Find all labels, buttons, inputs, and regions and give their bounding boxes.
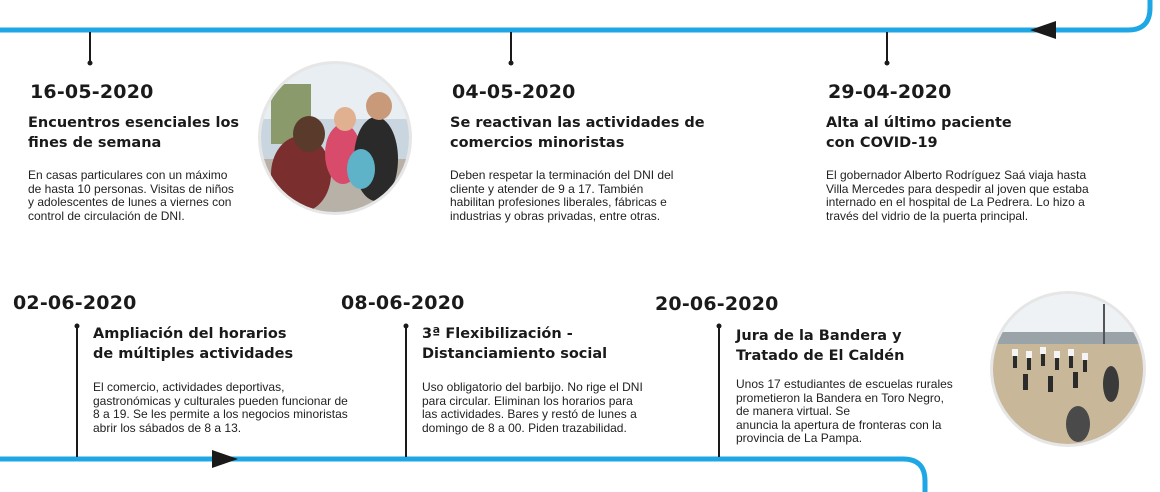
event-description: Deben respetar la terminación del DNI del cliente y atender de 9 a 17. También habilitan profesiones liberales, fábricas e industrias y obras privadas, entre otras.: [450, 168, 674, 223]
event-heading: Ampliación del horarios de múltiples actividades: [93, 326, 294, 362]
event-heading: Se reactivan las actividades de comercios minoristas: [450, 115, 705, 151]
event-date: 20-06-2020: [655, 293, 779, 315]
event-date: 02-06-2020: [13, 292, 137, 314]
event-date: 16-05-2020: [30, 81, 154, 103]
arrow-right-icon: [212, 450, 238, 468]
event-date: 29-04-2020: [828, 81, 952, 103]
event-description: El comercio, actividades deportivas, gastronómicas y culturales pueden funcionar de 8 a 19. Se les permite a los negocios minoristas abrir los sábados de 8 a 13.: [93, 380, 348, 435]
event-description: Unos 17 estudiantes de escuelas rurales prometieron la Bandera en Toro Negro, de manera virtual. Se anuncia la apertura de fronteras con la provincia de La Pampa.: [736, 377, 953, 445]
photo-people-greeting: [261, 64, 409, 212]
event-heading: 3ª Flexibilización - Distanciamiento social: [422, 326, 608, 362]
event-description: Uso obligatorio del barbijo. No rige el DNI para circular. Eliminan los horarios para las actividades. Bares y restó de lunes a domingo de 8 a 00. Piden trazabilidad.: [422, 380, 643, 435]
event-heading: Jura de la Bandera y Tratado de El Caldén: [736, 328, 905, 364]
event-description: El gobernador Alberto Rodríguez Saá viaja hasta Villa Mercedes para despedir al joven que estaba internado en el hospital de La Pedrera. Lo hizo a través del vidrio de la puerta principal.: [826, 168, 1089, 223]
arrow-left-icon: [1030, 21, 1056, 39]
timeline-top-line: [0, 0, 1150, 30]
event-heading: Alta al último paciente con COVID-19: [826, 115, 1012, 151]
photo-students-flag-ceremony: [993, 294, 1143, 444]
event-date: 08-06-2020: [341, 292, 465, 314]
event-description: En casas particulares con un máximo de hasta 10 personas. Visitas de niños y adolescentes de lunes a viernes con control de circulación de DNI.: [28, 168, 234, 223]
timeline-bottom-line: [0, 459, 925, 492]
event-heading: Encuentros esenciales los fines de semana: [28, 115, 240, 151]
event-date: 04-05-2020: [452, 81, 576, 103]
